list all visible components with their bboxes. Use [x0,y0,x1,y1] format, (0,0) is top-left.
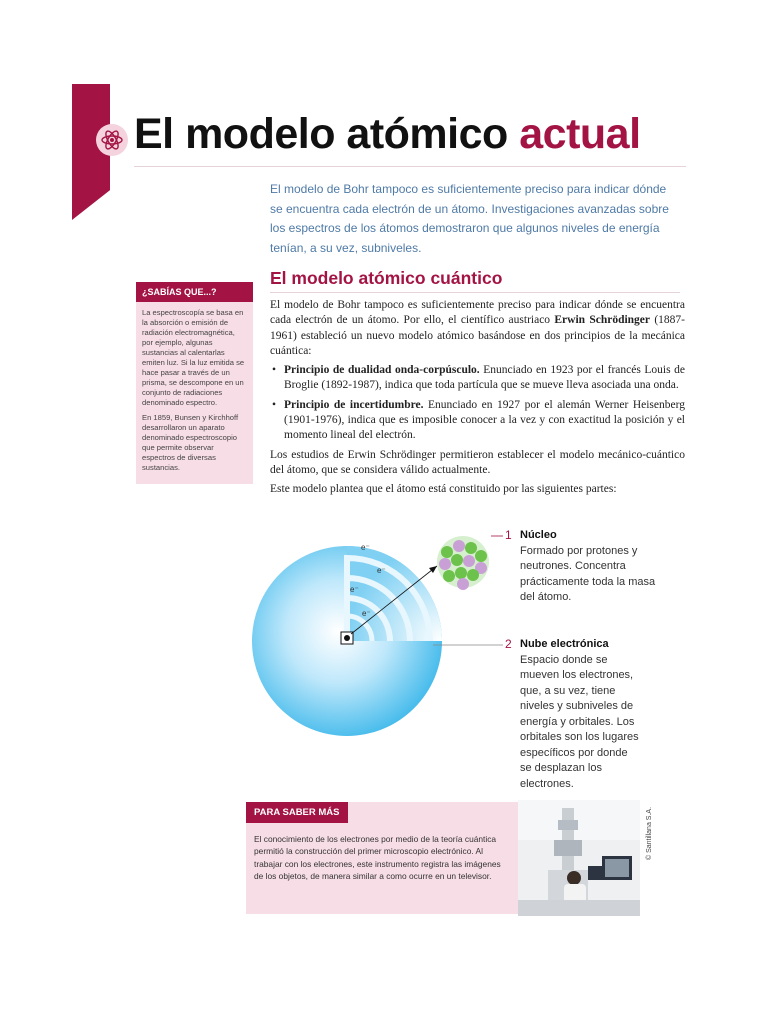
body-paragraph-2: Los estudios de Erwin Schrödinger permitieron establecer el modelo mecánico-cuántico del átomo, que se considera válido actualmente. [270,448,685,476]
body-text [270,298,685,502]
page-title [134,104,641,164]
nucleus-label-text: Formado por protones y neutrones. Concentra prácticamente toda la masa del átomo. [520,544,656,603]
title-accent: actual [519,110,641,158]
learn-more-text: El conocimiento de los electrones por medio de la teoría cuántica permitió la construcción del primer microscopio electrónico. Al trabajar con los electrones, este instrumento registra las imágenes de los objetos, de manera similar a como ocurre en un televisor. [254,834,501,882]
section-title: El modelo atómico cuántico [270,268,503,288]
did-you-know-box [136,282,253,484]
did-you-know-heading: ¿SABÍAS QUE...? [136,282,253,302]
learn-more-heading: PARA SABER MÁS [246,802,348,823]
bullet1-text: Enunciado en 1923 por el francés Louis de Broglie (1892-1987), indica que toda partícula que se mueve lleva asociada una onda. [284,364,686,392]
list-item [270,398,685,444]
list-item [270,363,685,394]
title-rule [134,166,686,167]
atom-icon [96,124,128,156]
photo-credit: © Santillana S.A. [646,806,653,860]
bullet2-text: Enunciado en 1927 por el alemán Werner Heisenberg (1901-1976), indica que es imposible conocer a la vez y con exactitud la posición y el momento lineal del electrón. [284,398,685,442]
nucleus-label [520,528,670,606]
electron-label: e⁻ [361,543,370,552]
learn-more-box [246,802,518,914]
electron-cloud-label-text: Espacio donde se mueven los electrones, que, a su vez, tiene niveles y subniveles de energía y orbitales. Los orbitales son los lugares específicos por donde se desplazan los electrones. [520,653,639,790]
body-p1-before: El modelo de Bohr tampoco es suficientemente preciso para indicar dónde se encuentra cada electrón de un átomo. Por ello, el científico austriaco [270,299,685,327]
did-you-know-body [136,302,253,484]
electron-cloud-label-title: Nube electrónica [520,638,609,650]
title-main: El modelo atómico [134,110,508,158]
nucleus-cluster [437,536,489,590]
electron-label: e⁻ [377,566,386,575]
principles-list [270,363,685,443]
label2-number: 2 [505,637,512,651]
electron-label: e⁻ [350,585,359,594]
did-you-know-p2: En 1859, Bunsen y Kirchhoff desarrollaron un aparato denominado espectroscopio que permite observar espectros de diversas sustancias. [142,413,239,472]
body-p1-after: (1887-1961) estableció un nuevo modelo atómico basándose en dos principios de la mecánica cuántica: [270,314,685,357]
label1-number: 1 [505,528,512,542]
body-paragraph-3: Este modelo plantea que el átomo está constituido por las siguientes partes: [270,483,617,496]
scientist-name: Erwin Schrödinger [554,314,651,327]
bullet2-title: Principio de incertidumbre. [284,398,424,411]
did-you-know-p1: La espectroscopía se basa en la absorción o emisión de radiación electromagnética, por ejemplo, algunas sustancias al calentarlas emiten luz. Si la luz emitida se hace pasar a través de un prisma, se descompone en un conjunto de radiaciones denominado espectro. [142,308,245,407]
electron-cloud-label [520,637,640,792]
section-rule [270,292,680,293]
atom-figure [237,506,684,790]
microscope-photo [518,800,640,916]
nucleus-label-title: Núcleo [520,529,557,541]
electron-label: e⁻ [362,609,371,618]
bullet1-title: Principio de dualidad onda-corpúsculo. [284,364,480,377]
intro-paragraph: El modelo de Bohr tampoco es suficientemente preciso para indicar dónde se encuentra cada electrón de un átomo. Investigaciones avanzadas sobre los espectros de los átomos demostraron que algunos niveles de energía tenían, a su vez, subniveles. [270,182,669,255]
body-paragraph-1 [270,298,685,359]
